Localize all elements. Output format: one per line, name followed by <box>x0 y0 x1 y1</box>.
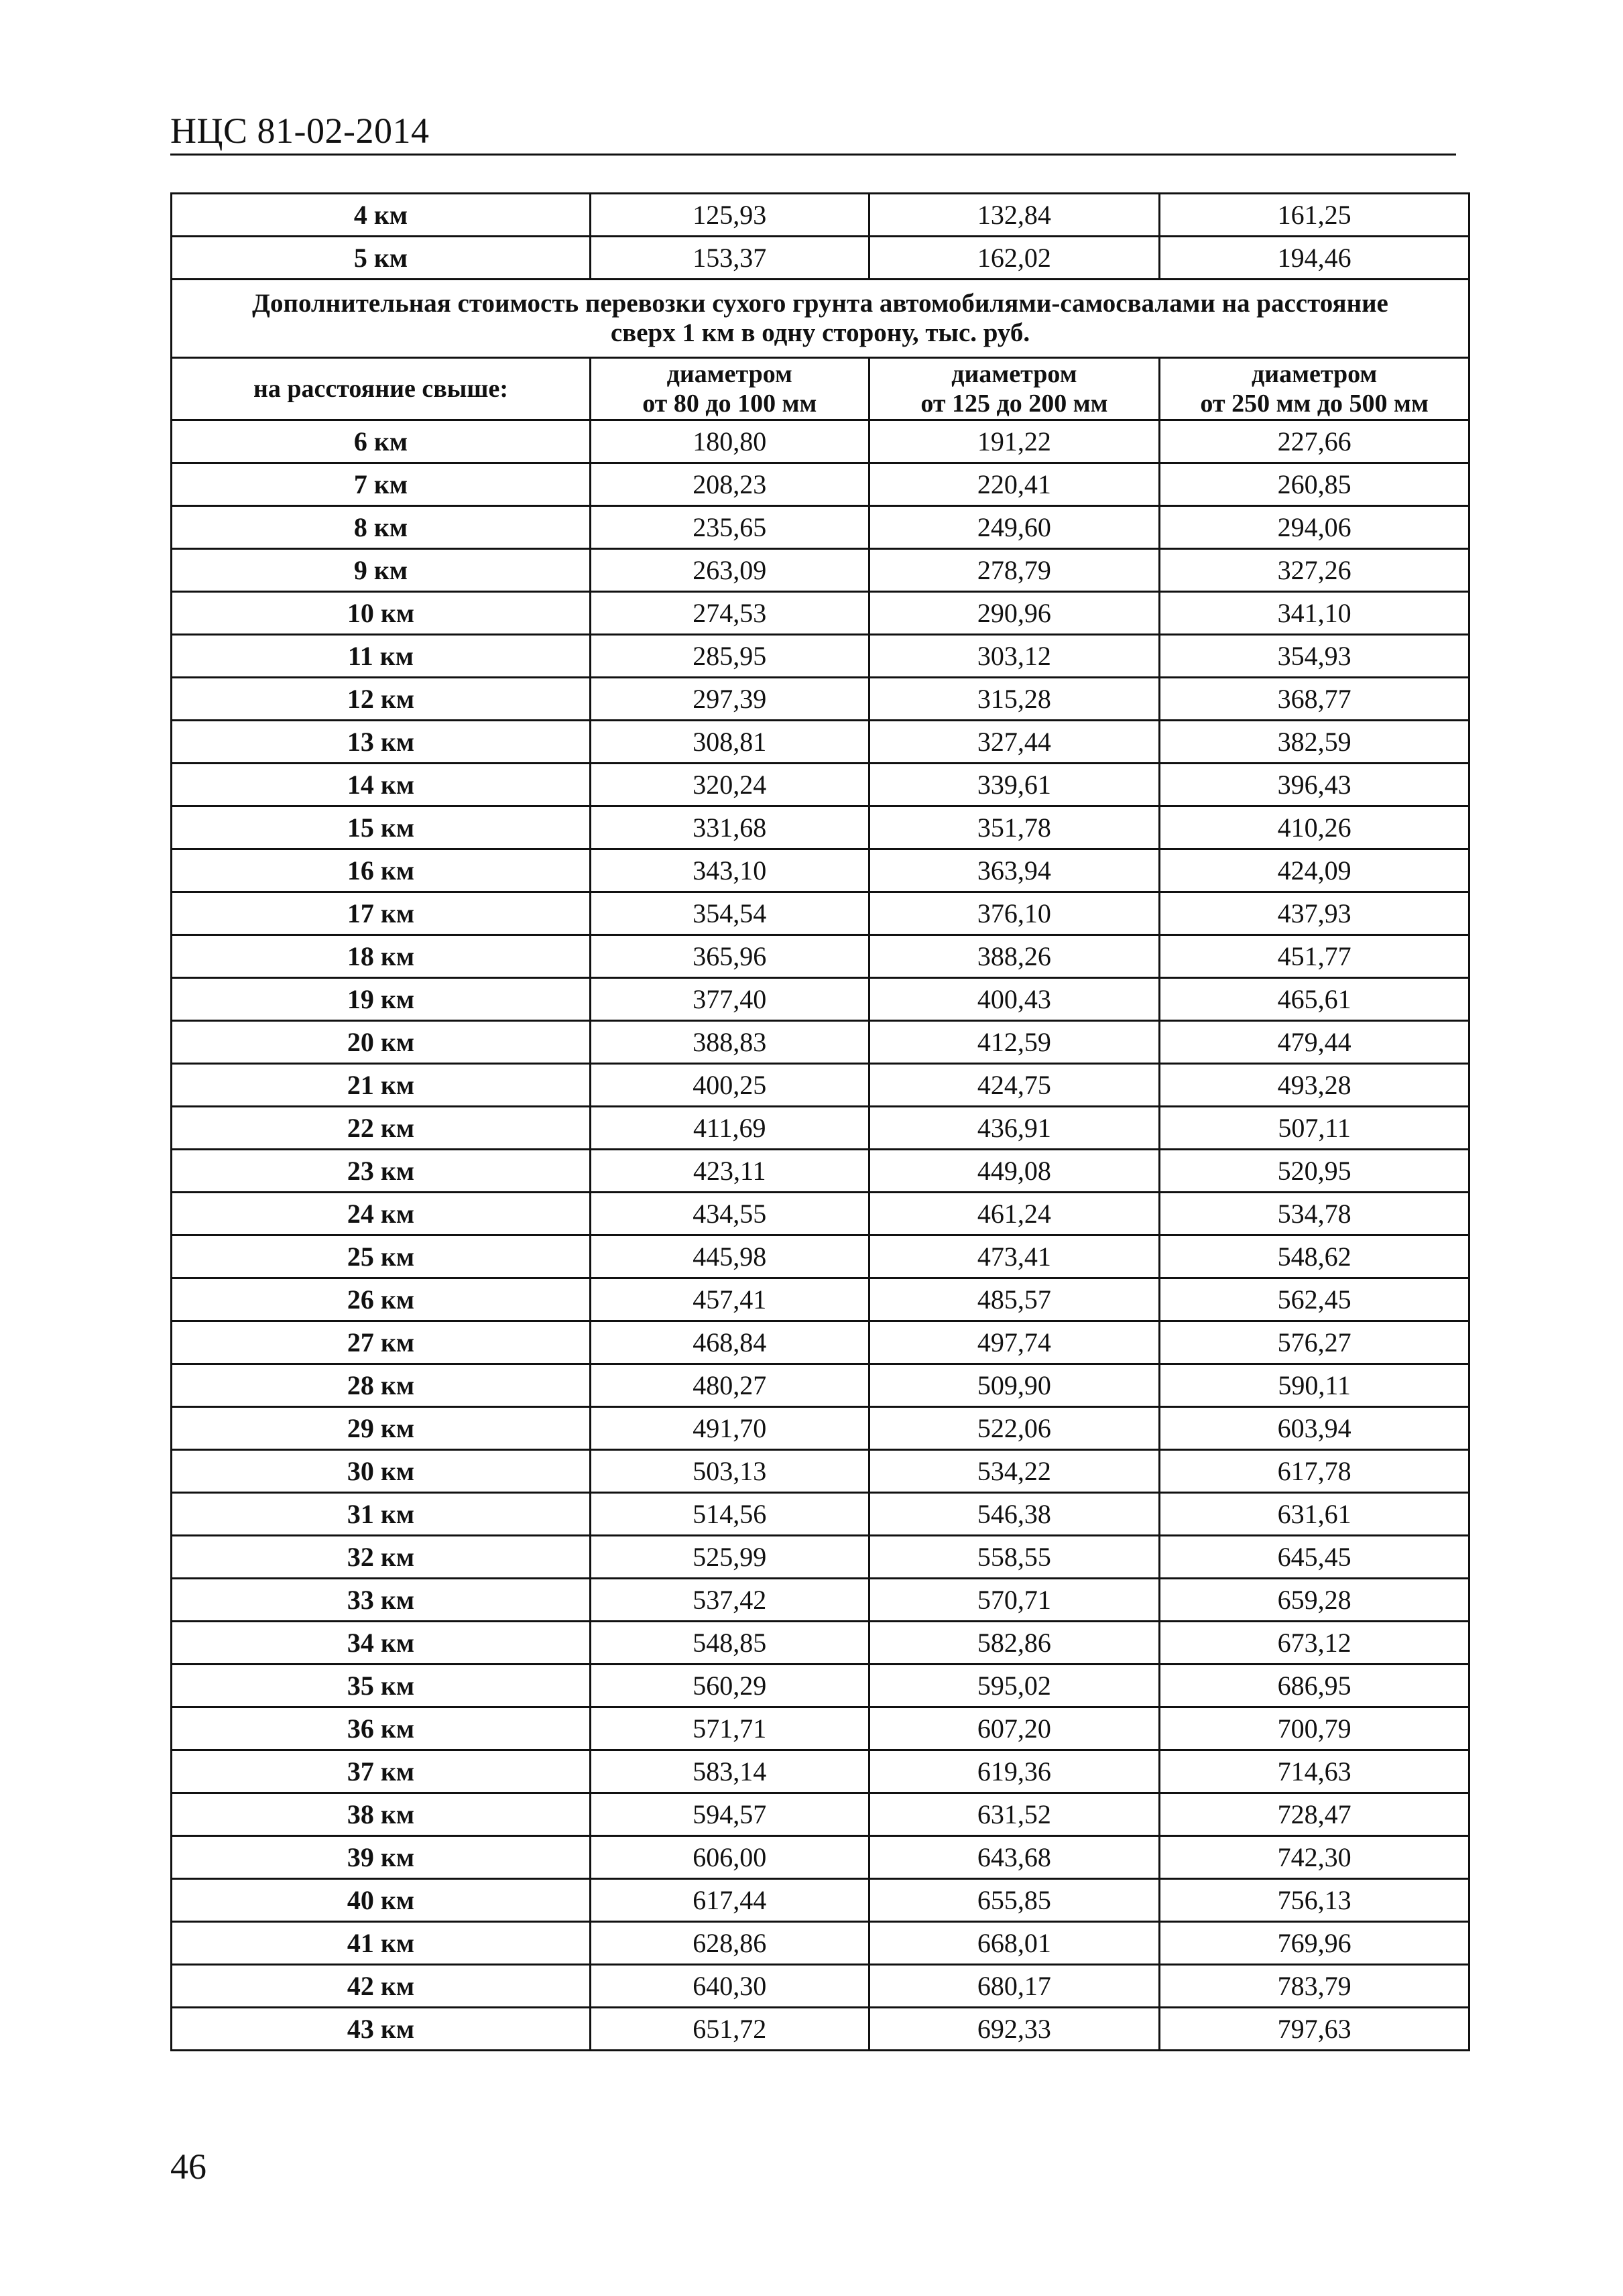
table-row <box>172 420 1469 463</box>
value-cell-80-100: 343,10 <box>590 849 869 892</box>
value-cell-125-200: 249,60 <box>869 506 1160 549</box>
value-cell-80-100: 180,80 <box>590 420 869 463</box>
value-cell-125-200: 351,78 <box>869 806 1160 849</box>
table-row <box>172 1879 1469 1922</box>
value-cell-80-100: 285,95 <box>590 635 869 678</box>
value-cell-80-100: 331,68 <box>590 806 869 849</box>
table-row <box>172 1193 1469 1235</box>
distance-cell: 24 км <box>172 1193 591 1235</box>
value-cell-250-500: 617,78 <box>1160 1450 1469 1493</box>
value-cell-80-100: 297,39 <box>590 678 869 721</box>
distance-cell: 12 км <box>172 678 591 721</box>
value-cell-250-500: 507,11 <box>1160 1107 1469 1150</box>
value-cell-80-100: 400,25 <box>590 1064 869 1107</box>
value-cell-125-200: 497,74 <box>869 1321 1160 1364</box>
header-col3-line2: от 250 мм до 500 мм <box>1200 389 1429 418</box>
header-divider <box>170 154 1456 156</box>
distance-cell: 14 км <box>172 764 591 806</box>
table-row <box>172 1707 1469 1750</box>
value-cell-125-200: 303,12 <box>869 635 1160 678</box>
value-cell-250-500: 590,11 <box>1160 1364 1469 1407</box>
header-col2-line1: диаметром <box>951 360 1077 388</box>
value-cell-250-500: 493,28 <box>1160 1064 1469 1107</box>
table-row <box>172 1750 1469 1793</box>
value-cell-125-200: 162,02 <box>869 237 1160 280</box>
value-cell-125-200: 191,22 <box>869 420 1160 463</box>
value-cell-250-500: 341,10 <box>1160 592 1469 635</box>
value-cell-125-200: 278,79 <box>869 549 1160 592</box>
table-row <box>172 1064 1469 1107</box>
value-cell-125-200: 400,43 <box>869 978 1160 1021</box>
value-cell-125-200: 582,86 <box>869 1622 1160 1665</box>
table-row <box>172 1107 1469 1150</box>
section-title-line2: сверх 1 км в одну сторону, тыс. руб. <box>610 318 1030 347</box>
value-cell-80-100: 377,40 <box>590 978 869 1021</box>
distance-cell: 36 км <box>172 1707 591 1750</box>
value-cell-80-100: 537,42 <box>590 1579 869 1622</box>
distance-cell: 34 км <box>172 1622 591 1665</box>
value-cell-250-500: 520,95 <box>1160 1150 1469 1193</box>
table-row <box>172 678 1469 721</box>
value-cell-250-500: 534,78 <box>1160 1193 1469 1235</box>
value-cell-125-200: 339,61 <box>869 764 1160 806</box>
distance-cell: 19 км <box>172 978 591 1021</box>
table-row <box>172 506 1469 549</box>
distance-cell: 15 км <box>172 806 591 849</box>
distance-cell: 42 км <box>172 1965 591 2008</box>
distance-cell: 30 км <box>172 1450 591 1493</box>
value-cell-250-500: 260,85 <box>1160 463 1469 506</box>
value-cell-80-100: 388,83 <box>590 1021 869 1064</box>
value-cell-80-100: 125,93 <box>590 194 869 237</box>
header-diameter-80-100 <box>590 358 869 420</box>
value-cell-125-200: 412,59 <box>869 1021 1160 1064</box>
value-cell-250-500: 396,43 <box>1160 764 1469 806</box>
distance-cell: 21 км <box>172 1064 591 1107</box>
distance-cell: 43 км <box>172 2008 591 2051</box>
value-cell-250-500: 410,26 <box>1160 806 1469 849</box>
table-row <box>172 764 1469 806</box>
value-cell-125-200: 570,71 <box>869 1579 1160 1622</box>
header-col2-line2: от 125 до 200 мм <box>920 389 1108 418</box>
table-row <box>172 194 1469 237</box>
table-row <box>172 2008 1469 2051</box>
table-row <box>172 1922 1469 1965</box>
value-cell-250-500: 161,25 <box>1160 194 1469 237</box>
value-cell-250-500: 354,93 <box>1160 635 1469 678</box>
table-row <box>172 806 1469 849</box>
value-cell-80-100: 651,72 <box>590 2008 869 2051</box>
value-cell-125-200: 461,24 <box>869 1193 1160 1235</box>
distance-cell: 41 км <box>172 1922 591 1965</box>
distance-cell: 25 км <box>172 1235 591 1278</box>
section-title-line1: Дополнительная стоимость перевозки сухого грунта автомобилями-самосвалами на расстояние <box>252 289 1388 318</box>
value-cell-80-100: 583,14 <box>590 1750 869 1793</box>
table-row <box>172 1665 1469 1707</box>
value-cell-125-200: 473,41 <box>869 1235 1160 1278</box>
value-cell-125-200: 692,33 <box>869 2008 1160 2051</box>
value-cell-125-200: 132,84 <box>869 194 1160 237</box>
table-row <box>172 1450 1469 1493</box>
distance-cell: 11 км <box>172 635 591 678</box>
value-cell-125-200: 655,85 <box>869 1879 1160 1922</box>
value-cell-250-500: 451,77 <box>1160 935 1469 978</box>
table-row <box>172 1021 1469 1064</box>
value-cell-125-200: 607,20 <box>869 1707 1160 1750</box>
value-cell-250-500: 742,30 <box>1160 1836 1469 1879</box>
distance-cell: 7 км <box>172 463 591 506</box>
value-cell-80-100: 411,69 <box>590 1107 869 1150</box>
value-cell-250-500: 797,63 <box>1160 2008 1469 2051</box>
value-cell-125-200: 643,68 <box>869 1836 1160 1879</box>
value-cell-250-500: 756,13 <box>1160 1879 1469 1922</box>
table-row <box>172 237 1469 280</box>
table-row <box>172 549 1469 592</box>
table-row <box>172 592 1469 635</box>
value-cell-125-200: 376,10 <box>869 892 1160 935</box>
table-row <box>172 1493 1469 1536</box>
column-header-row <box>172 358 1469 420</box>
page-number: 46 <box>170 2147 206 2187</box>
value-cell-125-200: 290,96 <box>869 592 1160 635</box>
value-cell-80-100: 423,11 <box>590 1150 869 1193</box>
value-cell-125-200: 558,55 <box>869 1536 1160 1579</box>
value-cell-80-100: 468,84 <box>590 1321 869 1364</box>
header-diameter-125-200 <box>869 358 1160 420</box>
distance-cell: 38 км <box>172 1793 591 1836</box>
value-cell-80-100: 560,29 <box>590 1665 869 1707</box>
value-cell-250-500: 437,93 <box>1160 892 1469 935</box>
distance-cell: 9 км <box>172 549 591 592</box>
table-row <box>172 721 1469 764</box>
value-cell-250-500: 659,28 <box>1160 1579 1469 1622</box>
table-row <box>172 1407 1469 1450</box>
value-cell-80-100: 457,41 <box>590 1278 869 1321</box>
value-cell-80-100: 503,13 <box>590 1450 869 1493</box>
value-cell-125-200: 509,90 <box>869 1364 1160 1407</box>
value-cell-250-500: 645,45 <box>1160 1536 1469 1579</box>
distance-cell: 26 км <box>172 1278 591 1321</box>
header-distance: на расстояние свыше: <box>172 358 591 420</box>
distance-cell: 27 км <box>172 1321 591 1364</box>
table-row <box>172 635 1469 678</box>
value-cell-125-200: 388,26 <box>869 935 1160 978</box>
distance-cell: 16 км <box>172 849 591 892</box>
value-cell-80-100: 525,99 <box>590 1536 869 1579</box>
value-cell-80-100: 640,30 <box>590 1965 869 2008</box>
value-cell-250-500: 576,27 <box>1160 1321 1469 1364</box>
header-col3-line1: диаметром <box>1251 360 1378 388</box>
value-cell-250-500: 465,61 <box>1160 978 1469 1021</box>
value-cell-80-100: 354,54 <box>590 892 869 935</box>
value-cell-125-200: 522,06 <box>869 1407 1160 1450</box>
value-cell-125-200: 363,94 <box>869 849 1160 892</box>
distance-cell: 20 км <box>172 1021 591 1064</box>
distance-cell: 29 км <box>172 1407 591 1450</box>
value-cell-125-200: 534,22 <box>869 1450 1160 1493</box>
value-cell-250-500: 769,96 <box>1160 1922 1469 1965</box>
value-cell-80-100: 628,86 <box>590 1922 869 1965</box>
distance-cell: 28 км <box>172 1364 591 1407</box>
value-cell-250-500: 479,44 <box>1160 1021 1469 1064</box>
value-cell-80-100: 594,57 <box>590 1793 869 1836</box>
distance-cell: 17 км <box>172 892 591 935</box>
distance-cell: 33 км <box>172 1579 591 1622</box>
value-cell-250-500: 548,62 <box>1160 1235 1469 1278</box>
value-cell-80-100: 548,85 <box>590 1622 869 1665</box>
value-cell-250-500: 783,79 <box>1160 1965 1469 2008</box>
value-cell-125-200: 619,36 <box>869 1750 1160 1793</box>
value-cell-125-200: 449,08 <box>869 1150 1160 1193</box>
distance-cell: 31 км <box>172 1493 591 1536</box>
value-cell-80-100: 365,96 <box>590 935 869 978</box>
value-cell-125-200: 315,28 <box>869 678 1160 721</box>
header-col1-line1: диаметром <box>666 360 792 388</box>
value-cell-80-100: 480,27 <box>590 1364 869 1407</box>
section-title <box>172 280 1469 358</box>
value-cell-250-500: 424,09 <box>1160 849 1469 892</box>
document-code: НЦС 81-02-2014 <box>170 111 430 151</box>
table-row <box>172 1150 1469 1193</box>
value-cell-125-200: 595,02 <box>869 1665 1160 1707</box>
value-cell-80-100: 274,53 <box>590 592 869 635</box>
value-cell-80-100: 514,56 <box>590 1493 869 1536</box>
value-cell-250-500: 700,79 <box>1160 1707 1469 1750</box>
table-row <box>172 1579 1469 1622</box>
distance-cell: 35 км <box>172 1665 591 1707</box>
section-header <box>172 280 1469 420</box>
table-row <box>172 1793 1469 1836</box>
distance-cell: 39 км <box>172 1836 591 1879</box>
value-cell-250-500: 294,06 <box>1160 506 1469 549</box>
value-cell-125-200: 631,52 <box>869 1793 1160 1836</box>
value-cell-80-100: 208,23 <box>590 463 869 506</box>
value-cell-125-200: 327,44 <box>869 721 1160 764</box>
value-cell-80-100: 434,55 <box>590 1193 869 1235</box>
distance-cell: 8 км <box>172 506 591 549</box>
value-cell-250-500: 327,26 <box>1160 549 1469 592</box>
distance-cell: 23 км <box>172 1150 591 1193</box>
value-cell-250-500: 227,66 <box>1160 420 1469 463</box>
table-row <box>172 978 1469 1021</box>
header-diameter-250-500 <box>1160 358 1469 420</box>
value-cell-80-100: 606,00 <box>590 1836 869 1879</box>
table-row <box>172 892 1469 935</box>
value-cell-125-200: 546,38 <box>869 1493 1160 1536</box>
table-row <box>172 463 1469 506</box>
value-cell-80-100: 491,70 <box>590 1407 869 1450</box>
value-cell-80-100: 445,98 <box>590 1235 869 1278</box>
table-row <box>172 1622 1469 1665</box>
table-row <box>172 1836 1469 1879</box>
distance-cell: 5 км <box>172 237 591 280</box>
value-cell-125-200: 424,75 <box>869 1064 1160 1107</box>
table-row <box>172 849 1469 892</box>
top-rows <box>172 194 1469 280</box>
table-row <box>172 1536 1469 1579</box>
value-cell-250-500: 562,45 <box>1160 1278 1469 1321</box>
value-cell-80-100: 308,81 <box>590 721 869 764</box>
value-cell-80-100: 320,24 <box>590 764 869 806</box>
value-cell-250-500: 603,94 <box>1160 1407 1469 1450</box>
distance-cell: 37 км <box>172 1750 591 1793</box>
distance-cell: 18 км <box>172 935 591 978</box>
value-cell-80-100: 571,71 <box>590 1707 869 1750</box>
distance-cell: 6 км <box>172 420 591 463</box>
value-cell-250-500: 631,61 <box>1160 1493 1469 1536</box>
distance-cell: 13 км <box>172 721 591 764</box>
value-cell-250-500: 673,12 <box>1160 1622 1469 1665</box>
header-col1-line2: от 80 до 100 мм <box>642 389 817 418</box>
distance-cell: 4 км <box>172 194 591 237</box>
value-cell-80-100: 263,09 <box>590 549 869 592</box>
table-row <box>172 1235 1469 1278</box>
value-cell-125-200: 680,17 <box>869 1965 1160 2008</box>
value-cell-125-200: 668,01 <box>869 1922 1160 1965</box>
value-cell-250-500: 194,46 <box>1160 237 1469 280</box>
section-title-row <box>172 280 1469 358</box>
table-row <box>172 1321 1469 1364</box>
table-row <box>172 935 1469 978</box>
value-cell-250-500: 382,59 <box>1160 721 1469 764</box>
value-cell-125-200: 485,57 <box>869 1278 1160 1321</box>
distance-cell: 22 км <box>172 1107 591 1150</box>
value-cell-250-500: 728,47 <box>1160 1793 1469 1836</box>
value-cell-125-200: 436,91 <box>869 1107 1160 1150</box>
distance-cell: 32 км <box>172 1536 591 1579</box>
table-row <box>172 1364 1469 1407</box>
value-cell-250-500: 368,77 <box>1160 678 1469 721</box>
data-rows <box>172 420 1469 2051</box>
value-cell-125-200: 220,41 <box>869 463 1160 506</box>
price-table <box>170 192 1470 2051</box>
value-cell-80-100: 617,44 <box>590 1879 869 1922</box>
distance-cell: 40 км <box>172 1879 591 1922</box>
distance-cell: 10 км <box>172 592 591 635</box>
table-row <box>172 1278 1469 1321</box>
value-cell-250-500: 714,63 <box>1160 1750 1469 1793</box>
value-cell-250-500: 686,95 <box>1160 1665 1469 1707</box>
table-row <box>172 1965 1469 2008</box>
value-cell-80-100: 235,65 <box>590 506 869 549</box>
value-cell-80-100: 153,37 <box>590 237 869 280</box>
